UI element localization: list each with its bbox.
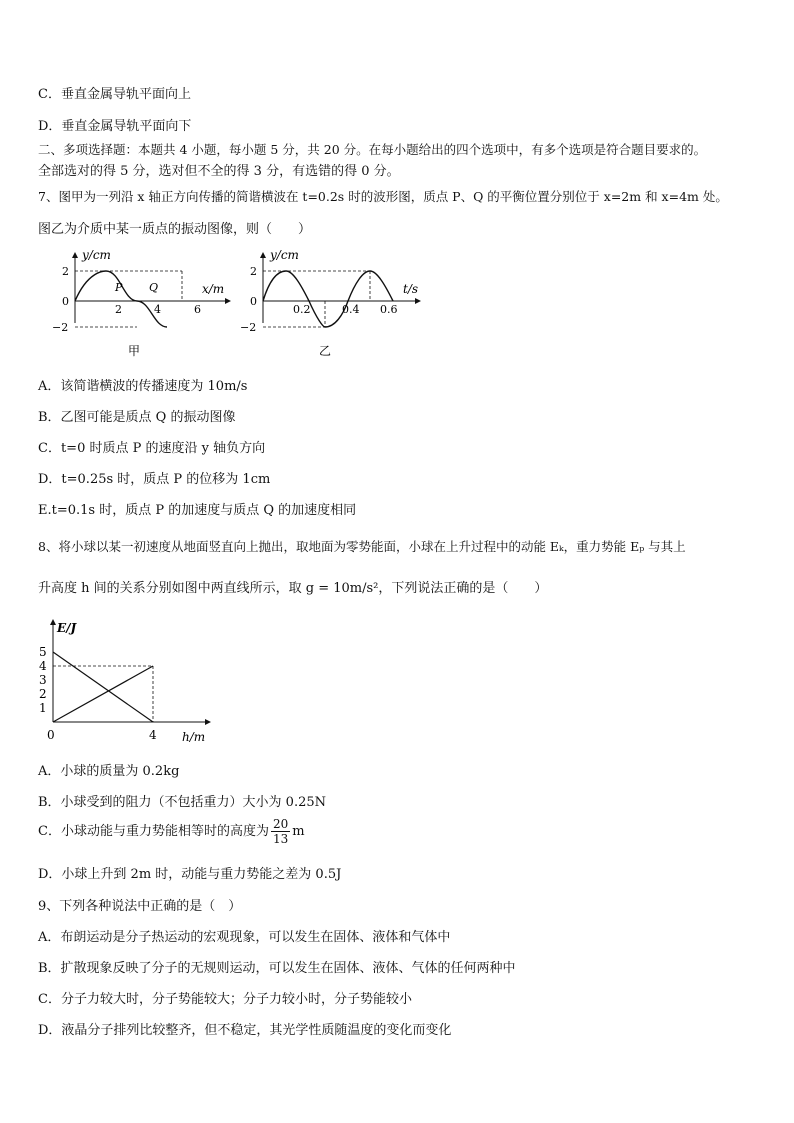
energy-x-label: h/m: [182, 730, 206, 744]
q7-stem-1: 7、图甲为一列沿 x 轴正方向传播的简谐横波在 t=0.2s 时的波形图，质点 P、Q 的平衡位置分别位于 x=2m 和 x=4m 处。: [38, 189, 728, 204]
energy-ytick-2: 2: [39, 687, 47, 701]
vib-ytick-neg2: −2: [240, 321, 257, 334]
vib-curve: [263, 271, 393, 327]
q7-stem-2: 图乙为介质中某一质点的振动图像，则（ ）: [38, 222, 312, 237]
energy-ytick-1: 1: [39, 701, 47, 715]
q8-option-c-text: C．小球动能与重力势能相等时的高度为: [38, 824, 269, 839]
wave-ytick-0: 0: [62, 295, 69, 308]
wave-y-label: y/cm: [82, 248, 111, 262]
q7-option-e: E.t=0.1s 时，质点 P 的加速度与质点 Q 的加速度相同: [38, 503, 357, 518]
wave-xtick-4: 4: [154, 303, 161, 316]
q7-option-c: C．t=0 时质点 P 的速度沿 y 轴负方向: [38, 441, 266, 456]
energy-origin: 0: [47, 728, 55, 742]
wave-curve: [75, 271, 167, 327]
q7-option-d: D．t=0.25s 时，质点 P 的位移为 1cm: [38, 472, 271, 487]
vib-xtick-02: 0.2: [293, 303, 311, 316]
wave-ytick-2: 2: [62, 265, 69, 278]
q8-option-c-unit: m: [292, 824, 305, 839]
ep-line: [53, 666, 153, 722]
q7-option-a: A．该简谐横波的传播速度为 10m/s: [38, 379, 248, 394]
wave-caption: 甲: [128, 344, 141, 358]
q7-figure-wave: [40, 245, 240, 360]
wave-x-label: x/m: [202, 282, 225, 296]
wave-xtick-2: 2: [115, 303, 122, 316]
q6-option-c: C．垂直金属导轨平面向上: [38, 87, 191, 102]
q9-option-d: D．液晶分子排列比较整齐，但不稳定，其光学性质随温度的变化而变化: [38, 1023, 452, 1038]
vib-y-label: y/cm: [270, 248, 299, 262]
section2-instructions-2: 全部选对的得 5 分，选对但不全的得 3 分，有选错的得 0 分。: [38, 164, 400, 179]
ek-line: [53, 652, 153, 722]
q9-option-c: C．分子力较大时，分子势能较大；分子力较小时，分子势能较小: [38, 992, 412, 1007]
energy-xtick-4: 4: [149, 728, 157, 742]
vib-ytick-0: 0: [250, 295, 257, 308]
q9-option-a: A．布朗运动是分子热运动的宏观现象，可以发生在固体、液体和气体中: [38, 930, 451, 945]
q8-stem-1: 8、将小球以某一初速度从地面竖直向上抛出，取地面为零势能面，小球在上升过程中的动能 Eₖ，重力势能 Eₚ 与其上: [38, 539, 686, 554]
wave-xtick-6: 6: [194, 303, 201, 316]
vib-ytick-2: 2: [250, 265, 257, 278]
vib-xtick-06: 0.6: [380, 303, 398, 316]
energy-ytick-3: 3: [39, 673, 47, 687]
q8-option-b: B．小球受到的阻力（不包括重力）大小为 0.25N: [38, 795, 327, 810]
q7-option-b: B．乙图可能是质点 Q 的振动图像: [38, 410, 236, 425]
vib-xtick-04: 0.4: [342, 303, 360, 316]
q6-option-d: D．垂直金属导轨平面向下: [38, 119, 192, 134]
section2-instructions-1: 二、多项选择题：本题共 4 小题，每小题 5 分，共 20 分。在每小题给出的四个选项中，有多个选项是符合题目要求的。: [38, 142, 707, 157]
wave-ytick-neg2: −2: [52, 321, 69, 334]
q8-stem-2: 升高度 h 间的关系分别如图中两直线所示，取 g = 10m/s²，下列说法正确的是（ ）: [38, 581, 548, 596]
vib-x-label: t/s: [403, 282, 419, 296]
fraction-numerator: 20: [272, 817, 289, 831]
wave-point-q: Q: [149, 281, 159, 294]
energy-y-label: E/J: [57, 621, 77, 635]
wave-point-p: P: [115, 281, 123, 294]
q8-option-c-fraction: [271, 817, 290, 846]
energy-ytick-4: 4: [39, 659, 47, 673]
q8-energy-figure: [35, 615, 225, 750]
q7-figure-vibration: [235, 245, 435, 360]
q8-option-a: A．小球的质量为 0.2kg: [38, 764, 180, 779]
vib-caption: 乙: [319, 344, 332, 358]
q8-option-c: [38, 817, 305, 846]
energy-ytick-5: 5: [39, 645, 47, 659]
fraction-denominator: 13: [272, 832, 289, 846]
q9-option-b: B．扩散现象反映了分子的无规则运动，可以发生在固体、液体、气体的任何两种中: [38, 961, 516, 976]
q8-option-d: D．小球上升到 2m 时，动能与重力势能之差为 0.5J: [38, 867, 342, 882]
q9-stem: 9、下列各种说法中正确的是（ ）: [38, 899, 242, 914]
